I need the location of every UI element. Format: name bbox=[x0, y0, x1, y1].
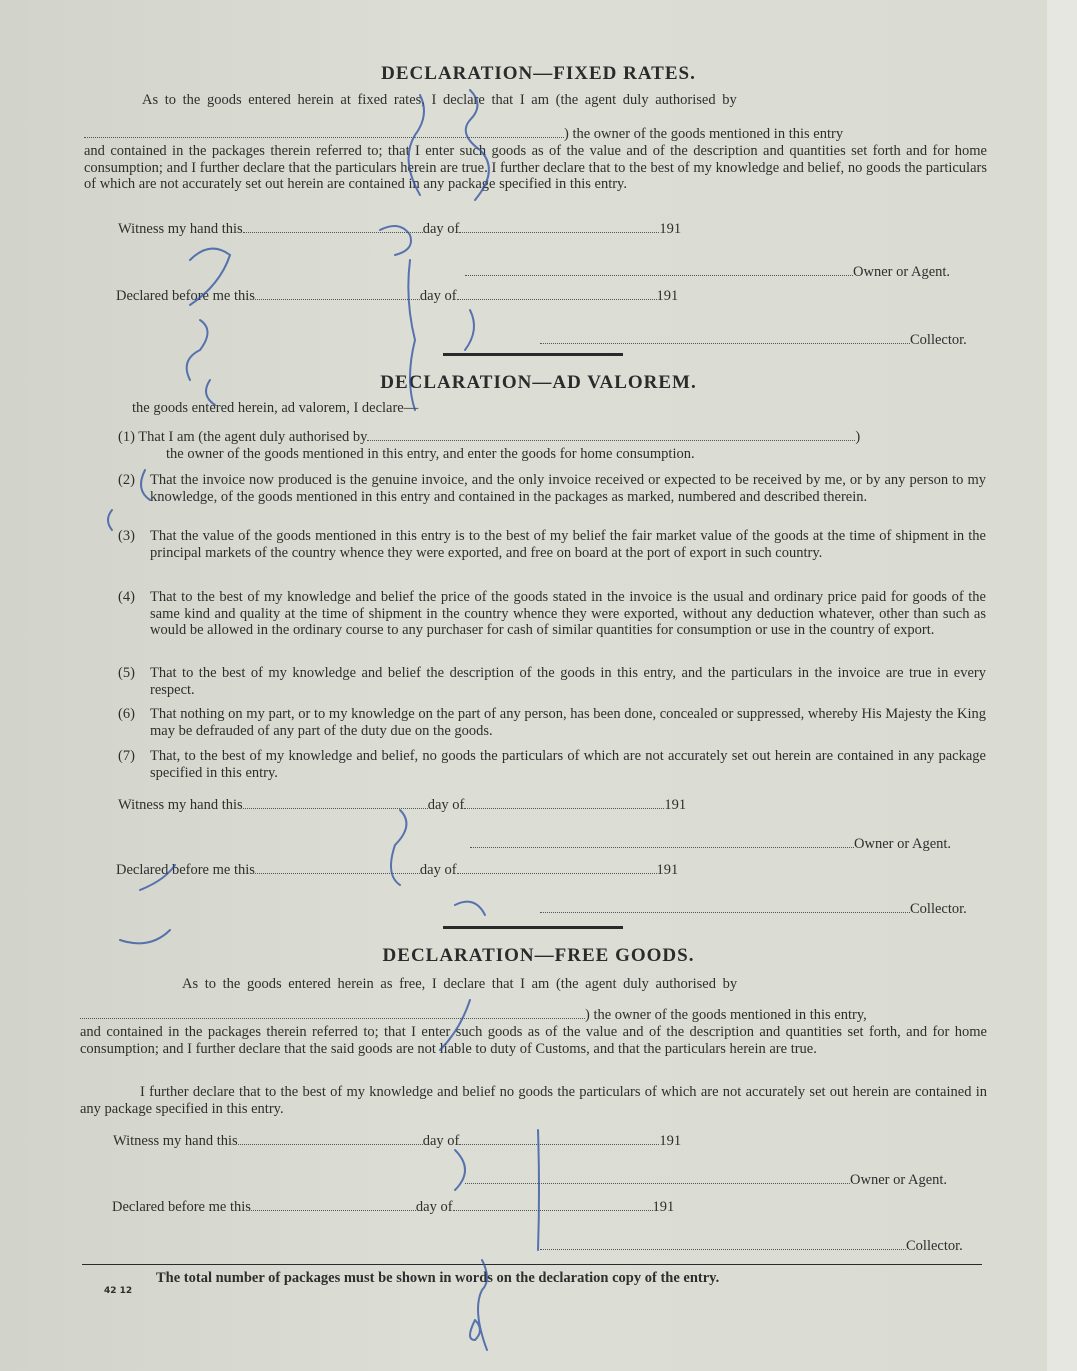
ad-valorem-title: DECLARATION—AD VALOREM. bbox=[380, 372, 697, 393]
day-of-label: day of bbox=[422, 1133, 460, 1149]
fixed-intro: As to the goods entered herein at fixed rates, I declare that I am (the agent duly authorised by bbox=[142, 92, 737, 108]
adval-intro: the goods entered herein, ad valorem, I declare— bbox=[132, 400, 419, 416]
owner-label: Owner or Agent. bbox=[854, 836, 952, 852]
item-number: (6) bbox=[118, 706, 135, 722]
item-text: That to the best of my knowledge and belief the price of the goods stated in the invoice is the usual and ordinary price paid for goods of the same kind and quality at the time of shipment in the country whence they were exported, without any deduction whatever, other than such as would be allowed in the ordinary course to any purchaser for cash of similar quantities for consumption or use in the country of export. bbox=[150, 589, 986, 638]
item-number: (1) bbox=[118, 429, 135, 445]
free-body: and contained in the packages therein referred to; that I enter such goods as of the value and of the description and quantities set forth, and for home consumption; and I further declare that the said goods are not liable to duty of Customs, and that the particulars herein are true. bbox=[80, 1024, 987, 1057]
collector-label: Collector. bbox=[910, 332, 967, 348]
day-of-label: day of bbox=[419, 288, 457, 304]
year-label: 191 bbox=[652, 1199, 675, 1215]
collector-label: Collector. bbox=[910, 901, 967, 917]
day-of-label: day of bbox=[419, 862, 457, 878]
year-label: 191 bbox=[659, 221, 682, 237]
year-label: 191 bbox=[656, 862, 679, 878]
free-owner-text: ) the owner of the goods mentioned in this entry, bbox=[585, 1007, 867, 1023]
fixed-body: and contained in the packages therein referred to; that I enter such goods as of the value and of the description and quantities set forth and for home consumption; and I further declare that the particulars herein are true. I further declare that to the best of my knowledge and belief, no goods the particulars of which are not accurately set out herein are contained in any package specified in this entry. bbox=[84, 143, 987, 192]
item-text: That nothing on my part, or to my knowledge on the part of any person, has been done, concealed or suppressed, whereby His Majesty the King may be defrauded of any part of the duty due on the goods. bbox=[150, 706, 986, 739]
owner-label: Owner or Agent. bbox=[853, 264, 951, 280]
fixed-owner-text: ) the owner of the goods mentioned in this entry bbox=[564, 126, 844, 142]
footer-note: The total number of packages must be shown in words on the declaration copy of the entry. bbox=[156, 1270, 720, 1286]
witness-label: Witness my hand this bbox=[113, 1133, 238, 1149]
day-of-label: day of bbox=[415, 1199, 453, 1215]
year-label: 191 bbox=[664, 797, 687, 813]
item-continuation: the owner of the goods mentioned in this entry, and enter the goods for home consumption. bbox=[166, 445, 695, 462]
free-body-2: I further declare that to the best of my knowledge and belief no goods the particulars of which are not accurately set out herein are contained in any package specified in this entry. bbox=[80, 1084, 987, 1117]
item-number: (4) bbox=[118, 589, 135, 605]
free-intro: As to the goods entered herein as free, I declare that I am (the agent duly authorised by bbox=[182, 976, 738, 992]
day-of-label: day of bbox=[427, 797, 465, 813]
bracket: ) bbox=[855, 429, 861, 445]
fixed-rates-title: DECLARATION—FIXED RATES. bbox=[381, 63, 696, 84]
day-of-label: day of bbox=[422, 221, 460, 237]
year-label: 191 bbox=[656, 288, 679, 304]
owner-label: Owner or Agent. bbox=[850, 1172, 948, 1188]
item-text: That the value of the goods mentioned in this entry is to the best of my belief the fair market value of the goods at the time of shipment in the principal markets of the country whence they were exported, and free on board at the port of export in such country. bbox=[150, 528, 986, 561]
free-goods-title: DECLARATION—FREE GOODS. bbox=[382, 945, 695, 966]
form-code: 42 12 bbox=[104, 1286, 133, 1296]
collector-label: Collector. bbox=[906, 1238, 963, 1254]
item-number: (5) bbox=[118, 665, 135, 681]
witness-label: Witness my hand this bbox=[118, 221, 243, 237]
year-label: 191 bbox=[659, 1133, 682, 1149]
item-text: That the invoice now produced is the genuine invoice, and the only invoice received or expected to be received by me, or by any person to my knowledge, of the goods mentioned in this entry and contained in the packages as marked, numbered and described therein. bbox=[150, 472, 986, 505]
item-text: That, to the best of my knowledge and belief, no goods the particulars of which are not accurately set out herein are contained in any package specified in this entry. bbox=[150, 748, 986, 781]
item-number: (2) bbox=[118, 472, 135, 488]
witness-label: Witness my hand this bbox=[118, 797, 243, 813]
item-text: That I am (the agent duly authorised by bbox=[138, 429, 368, 445]
item-number: (3) bbox=[118, 528, 135, 544]
item-text: That to the best of my knowledge and belief the description of the goods in this entry, and the particulars in the invoice are true in every respect. bbox=[150, 665, 986, 698]
declared-label: Declared before me this bbox=[112, 1199, 251, 1215]
item-number: (7) bbox=[118, 748, 135, 764]
declared-label: Declared before me this bbox=[116, 288, 255, 304]
declared-label: Declared before me this bbox=[116, 862, 255, 878]
